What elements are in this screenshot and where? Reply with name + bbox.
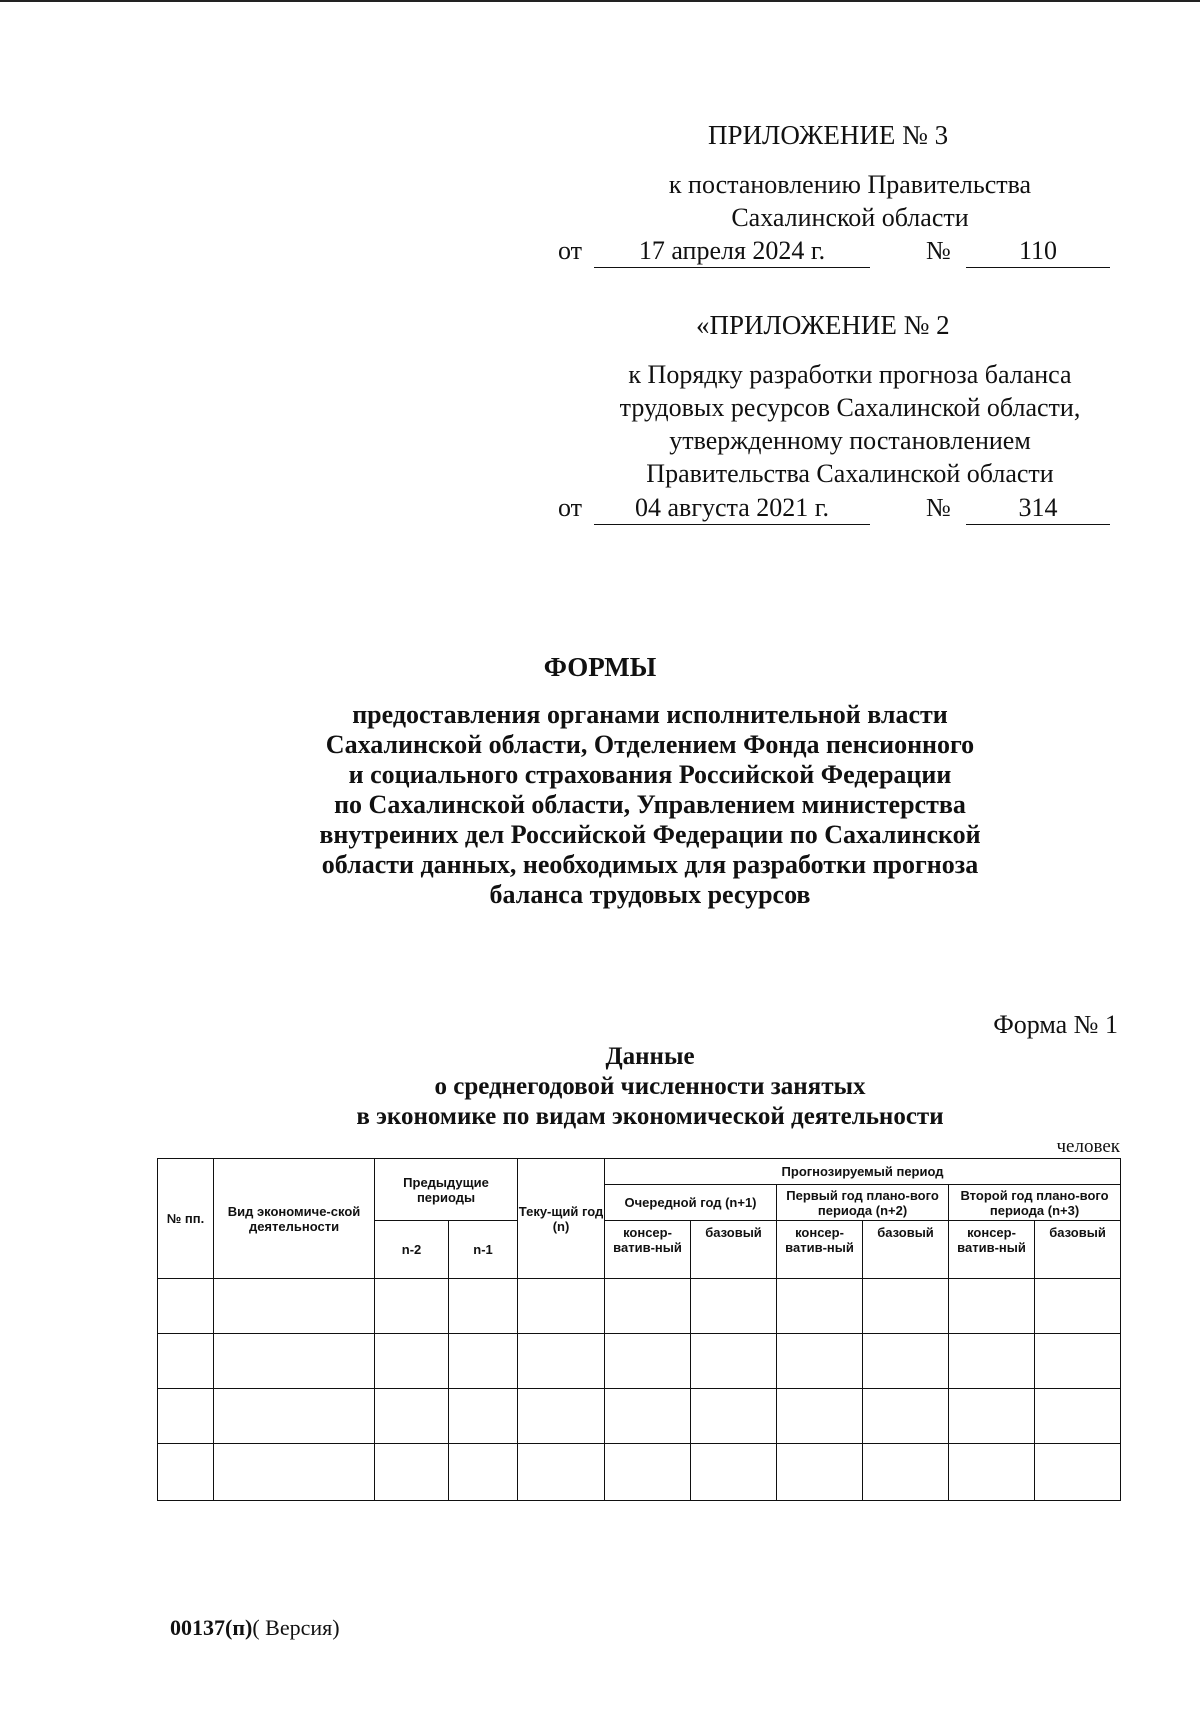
document-version: ( Версия) <box>252 1615 340 1640</box>
appendix3-title: ПРИЛОЖЕНИЕ № 3 <box>708 120 949 150</box>
header-row-number: № пп. <box>158 1159 214 1279</box>
appendix2-line-1: к Порядку разработки прогноза баланса <box>628 360 1072 389</box>
appendix3-date-row <box>558 236 1110 270</box>
forms-subheading <box>150 700 1150 910</box>
table-row <box>158 1334 1121 1389</box>
appendix3-line-2: Сахалинской области <box>731 203 969 232</box>
subheading-line: предоставления органами исполнительной власти <box>352 700 948 729</box>
appendix2-date-row <box>558 493 1110 527</box>
appendix2-line-3: утвержденному постановлением <box>669 426 1031 455</box>
header-activity: Вид экономиче-ской деятельности <box>214 1159 375 1279</box>
header-n2-conservative: консер-ватив-ный <box>777 1221 863 1279</box>
header-n3-conservative: консер-ватив-ный <box>949 1221 1035 1279</box>
top-rule <box>0 0 1200 2</box>
from-label: от <box>558 493 583 522</box>
appendix2-number: 314 <box>966 493 1110 525</box>
header-n-minus-2: n-2 <box>375 1221 449 1279</box>
number-label: № <box>926 493 951 522</box>
form-title-line: Данные <box>605 1043 695 1070</box>
form-title <box>150 1042 1150 1132</box>
subheading-line: области данных, необходимых для разработки прогноза <box>321 850 979 879</box>
subheading-line: баланса трудовых ресурсов <box>489 880 811 909</box>
subheading-line: внутреиних дел Российской Федерации по Сахалинской <box>319 820 981 849</box>
subheading-line: по Сахалинской области, Управлением министерства <box>334 790 966 819</box>
document-footer <box>170 1615 340 1641</box>
header-current-year: Теку-щий год (n) <box>518 1159 605 1279</box>
header-n3-base: базовый <box>1035 1221 1121 1279</box>
table-row <box>158 1444 1121 1501</box>
header-n-minus-1: n-1 <box>449 1221 518 1279</box>
appendix2-line-4: Правительства Сахалинской области <box>646 459 1054 488</box>
number-label: № <box>926 236 951 265</box>
header-n2-base: базовый <box>863 1221 949 1279</box>
appendix2-title: «ПРИЛОЖЕНИЕ № 2 <box>696 310 950 340</box>
subheading-line: Сахалинской области, Отделением Фонда пенсионного <box>325 730 975 759</box>
appendix2-date: 04 августа 2021 г. <box>594 493 870 525</box>
from-label: от <box>558 236 583 265</box>
appendix3-date: 17 апреля 2024 г. <box>594 236 870 268</box>
header-previous-periods: Предыдущие периоды <box>375 1159 518 1221</box>
employment-table <box>157 1158 1121 1501</box>
unit-label: человек <box>1056 1136 1120 1157</box>
header-n1-conservative: консер-ватив-ный <box>605 1221 691 1279</box>
form-number: Форма № 1 <box>993 1010 1118 1039</box>
table-row <box>158 1389 1121 1444</box>
header-year-n1: Очередной год (n+1) <box>605 1185 777 1221</box>
form-title-line: о среднегодовой численности занятых <box>434 1073 866 1100</box>
header-year-n3: Второй год плано-вого периода (n+3) <box>949 1185 1121 1221</box>
document-code: 00137(п) <box>170 1615 253 1640</box>
header-forecast-period: Прогнозируемый период <box>605 1159 1121 1185</box>
appendix3-line-1: к постановлению Правительства <box>668 170 1032 199</box>
form-title-line: в экономике по видам экономической деятельности <box>356 1103 944 1130</box>
header-year-n2: Первый год плано-вого периода (n+2) <box>777 1185 949 1221</box>
appendix2-line-2: трудовых ресурсов Сахалинской области, <box>619 393 1081 422</box>
appendix3-number: 110 <box>966 236 1110 268</box>
header-n1-base: базовый <box>691 1221 777 1279</box>
forms-heading: ФОРМЫ <box>543 652 657 682</box>
subheading-line: и социального страхования Российской Федерации <box>348 760 952 789</box>
table-row <box>158 1279 1121 1334</box>
